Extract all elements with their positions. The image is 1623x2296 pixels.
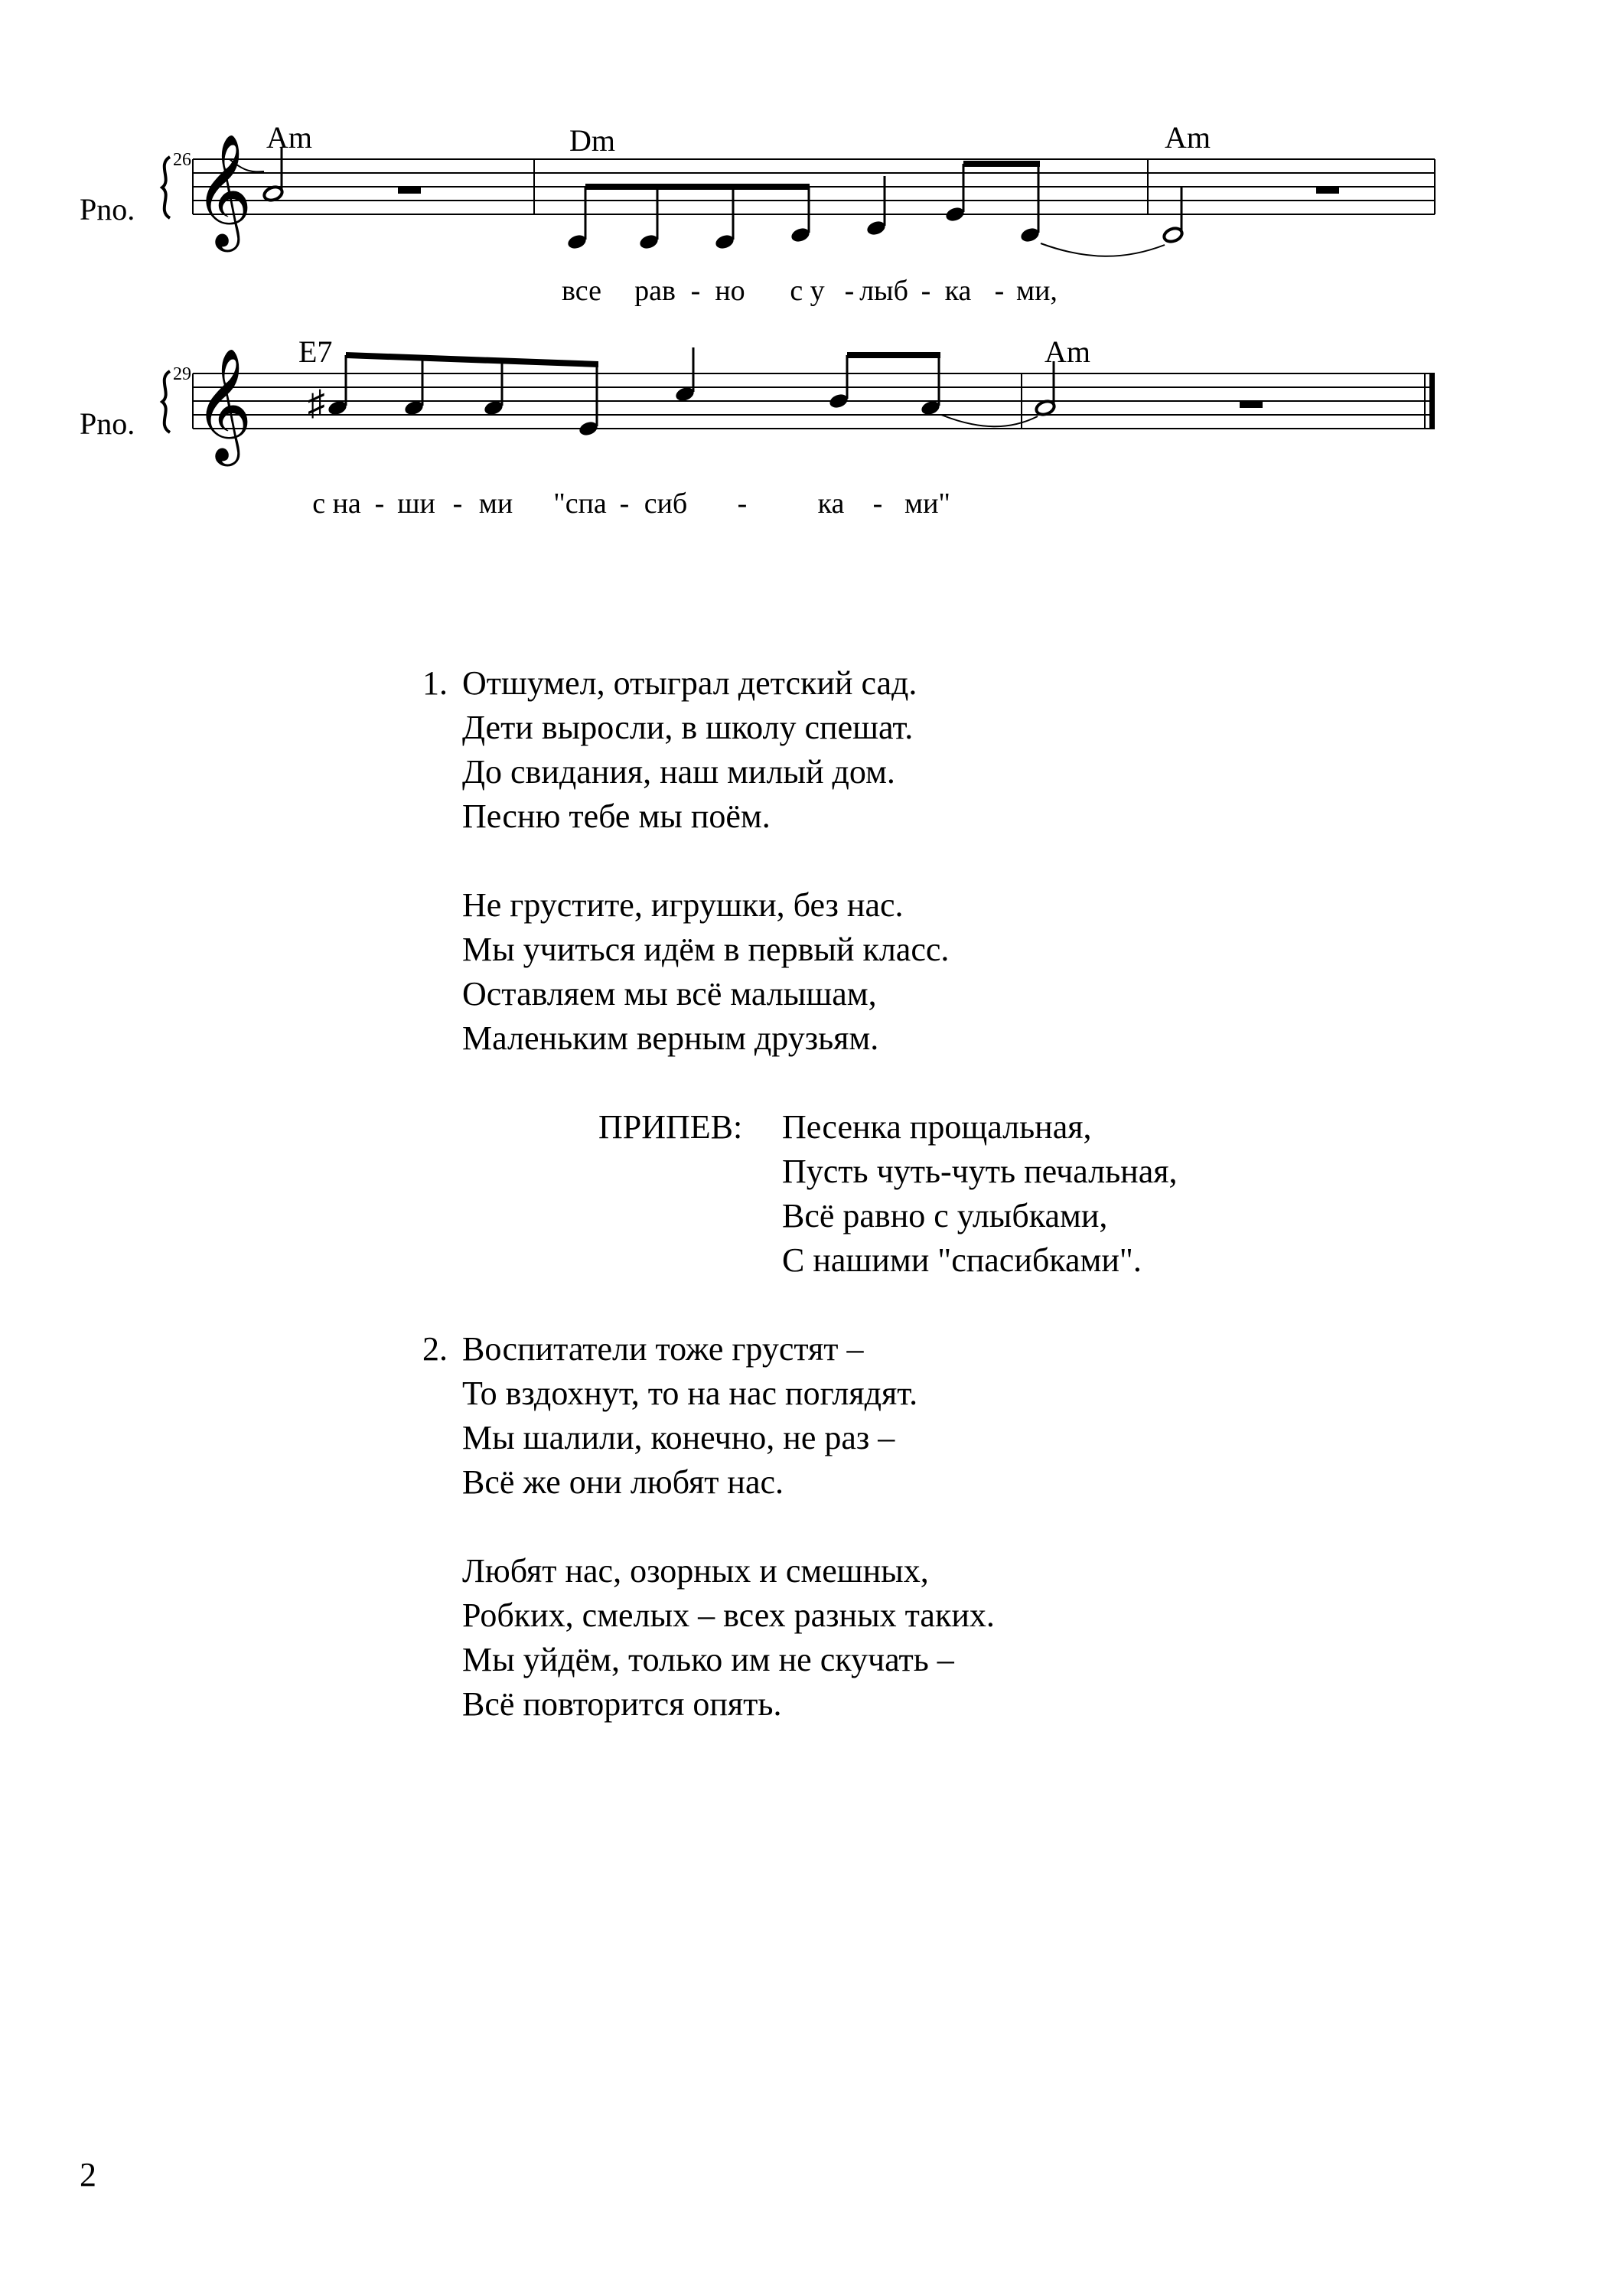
lyric-line: Всё повторится опять. bbox=[462, 1685, 782, 1723]
lyric-line: Мы уйдём, только им не скучать – bbox=[462, 1641, 954, 1678]
syllable: - bbox=[737, 488, 748, 520]
syllable: с у bbox=[790, 275, 825, 307]
syllable: - bbox=[374, 488, 385, 520]
chord-symbol: E7 bbox=[298, 334, 333, 369]
syllable: - bbox=[844, 275, 855, 307]
lyric-line: С нашими "спасибками". bbox=[782, 1241, 1142, 1279]
syllable: лыб bbox=[859, 275, 908, 307]
instrument-label: Pno. bbox=[80, 192, 135, 227]
chord-symbol: Am bbox=[266, 120, 312, 155]
lyric-line: Любят нас, озорных и смешных, bbox=[462, 1552, 929, 1590]
page-number: 2 bbox=[80, 2156, 96, 2193]
syllable: "спа bbox=[553, 488, 607, 520]
syllable: ми, bbox=[1016, 275, 1058, 307]
syllable: ми bbox=[478, 488, 513, 520]
syllable: - bbox=[994, 275, 1005, 307]
lyric-line: Оставляем мы всё малышам, bbox=[462, 975, 877, 1013]
verse-number: 2. bbox=[422, 1330, 448, 1368]
chord-symbol: Dm bbox=[569, 123, 615, 158]
lyric-line: Всё равно с улыбками, bbox=[782, 1197, 1108, 1234]
lyric-line: То вздохнут, то на нас поглядят. bbox=[462, 1375, 918, 1412]
lyric-line: Всё же они любят нас. bbox=[462, 1463, 784, 1501]
lyric-line: Воспитатели тоже грустят – bbox=[462, 1330, 864, 1368]
sharp-icon: ♯ bbox=[308, 383, 325, 422]
syllable: ка bbox=[944, 275, 972, 307]
lyric-line: Мы шалили, конечно, не раз – bbox=[462, 1419, 895, 1456]
lyric-line: Отшумел, отыграл детский сад. bbox=[462, 664, 917, 702]
syllable: - bbox=[452, 488, 463, 520]
syllable: - bbox=[690, 275, 701, 307]
syllable: рав bbox=[634, 275, 676, 307]
measure-number: 26 bbox=[173, 150, 191, 170]
lyric-line: Дети выросли, в школу спешат. bbox=[462, 709, 914, 746]
chord-symbol: Am bbox=[1045, 334, 1090, 369]
syllable: все bbox=[562, 275, 601, 307]
chord-symbol: Am bbox=[1165, 120, 1211, 155]
verse-number: 1. bbox=[422, 664, 448, 702]
syllable: но bbox=[715, 275, 745, 307]
syllable: - bbox=[921, 275, 931, 307]
syllable: с на bbox=[312, 488, 361, 520]
chorus-label: ПРИПЕВ: bbox=[598, 1108, 743, 1146]
lyric-line: Не грустите, игрушки, без нас. bbox=[462, 886, 904, 924]
treble-clef-icon: 𝄞 bbox=[194, 351, 253, 459]
measure-number: 29 bbox=[173, 364, 191, 384]
lyric-line: Пусть чуть-чуть печальная, bbox=[782, 1153, 1178, 1190]
syllable: - bbox=[872, 488, 883, 520]
lyric-line: Песенка прощальная, bbox=[782, 1108, 1092, 1146]
lyric-line: Робких, смелых – всех разных таких. bbox=[462, 1596, 995, 1634]
lyric-line: Маленьким верным друзьям. bbox=[462, 1019, 879, 1057]
syllable: ка bbox=[817, 488, 845, 520]
lyric-line: Песню тебе мы поём. bbox=[462, 797, 771, 835]
syllable: сиб bbox=[644, 488, 688, 520]
lyric-line: До свидания, наш милый дом. bbox=[462, 753, 895, 791]
syllable: ши bbox=[397, 488, 435, 520]
instrument-label: Pno. bbox=[80, 406, 135, 441]
syllable: - bbox=[619, 488, 630, 520]
syllable: ми" bbox=[904, 488, 950, 520]
treble-clef-icon: 𝄞 bbox=[194, 136, 253, 245]
lyric-line: Мы учиться идём в первый класс. bbox=[462, 931, 950, 968]
